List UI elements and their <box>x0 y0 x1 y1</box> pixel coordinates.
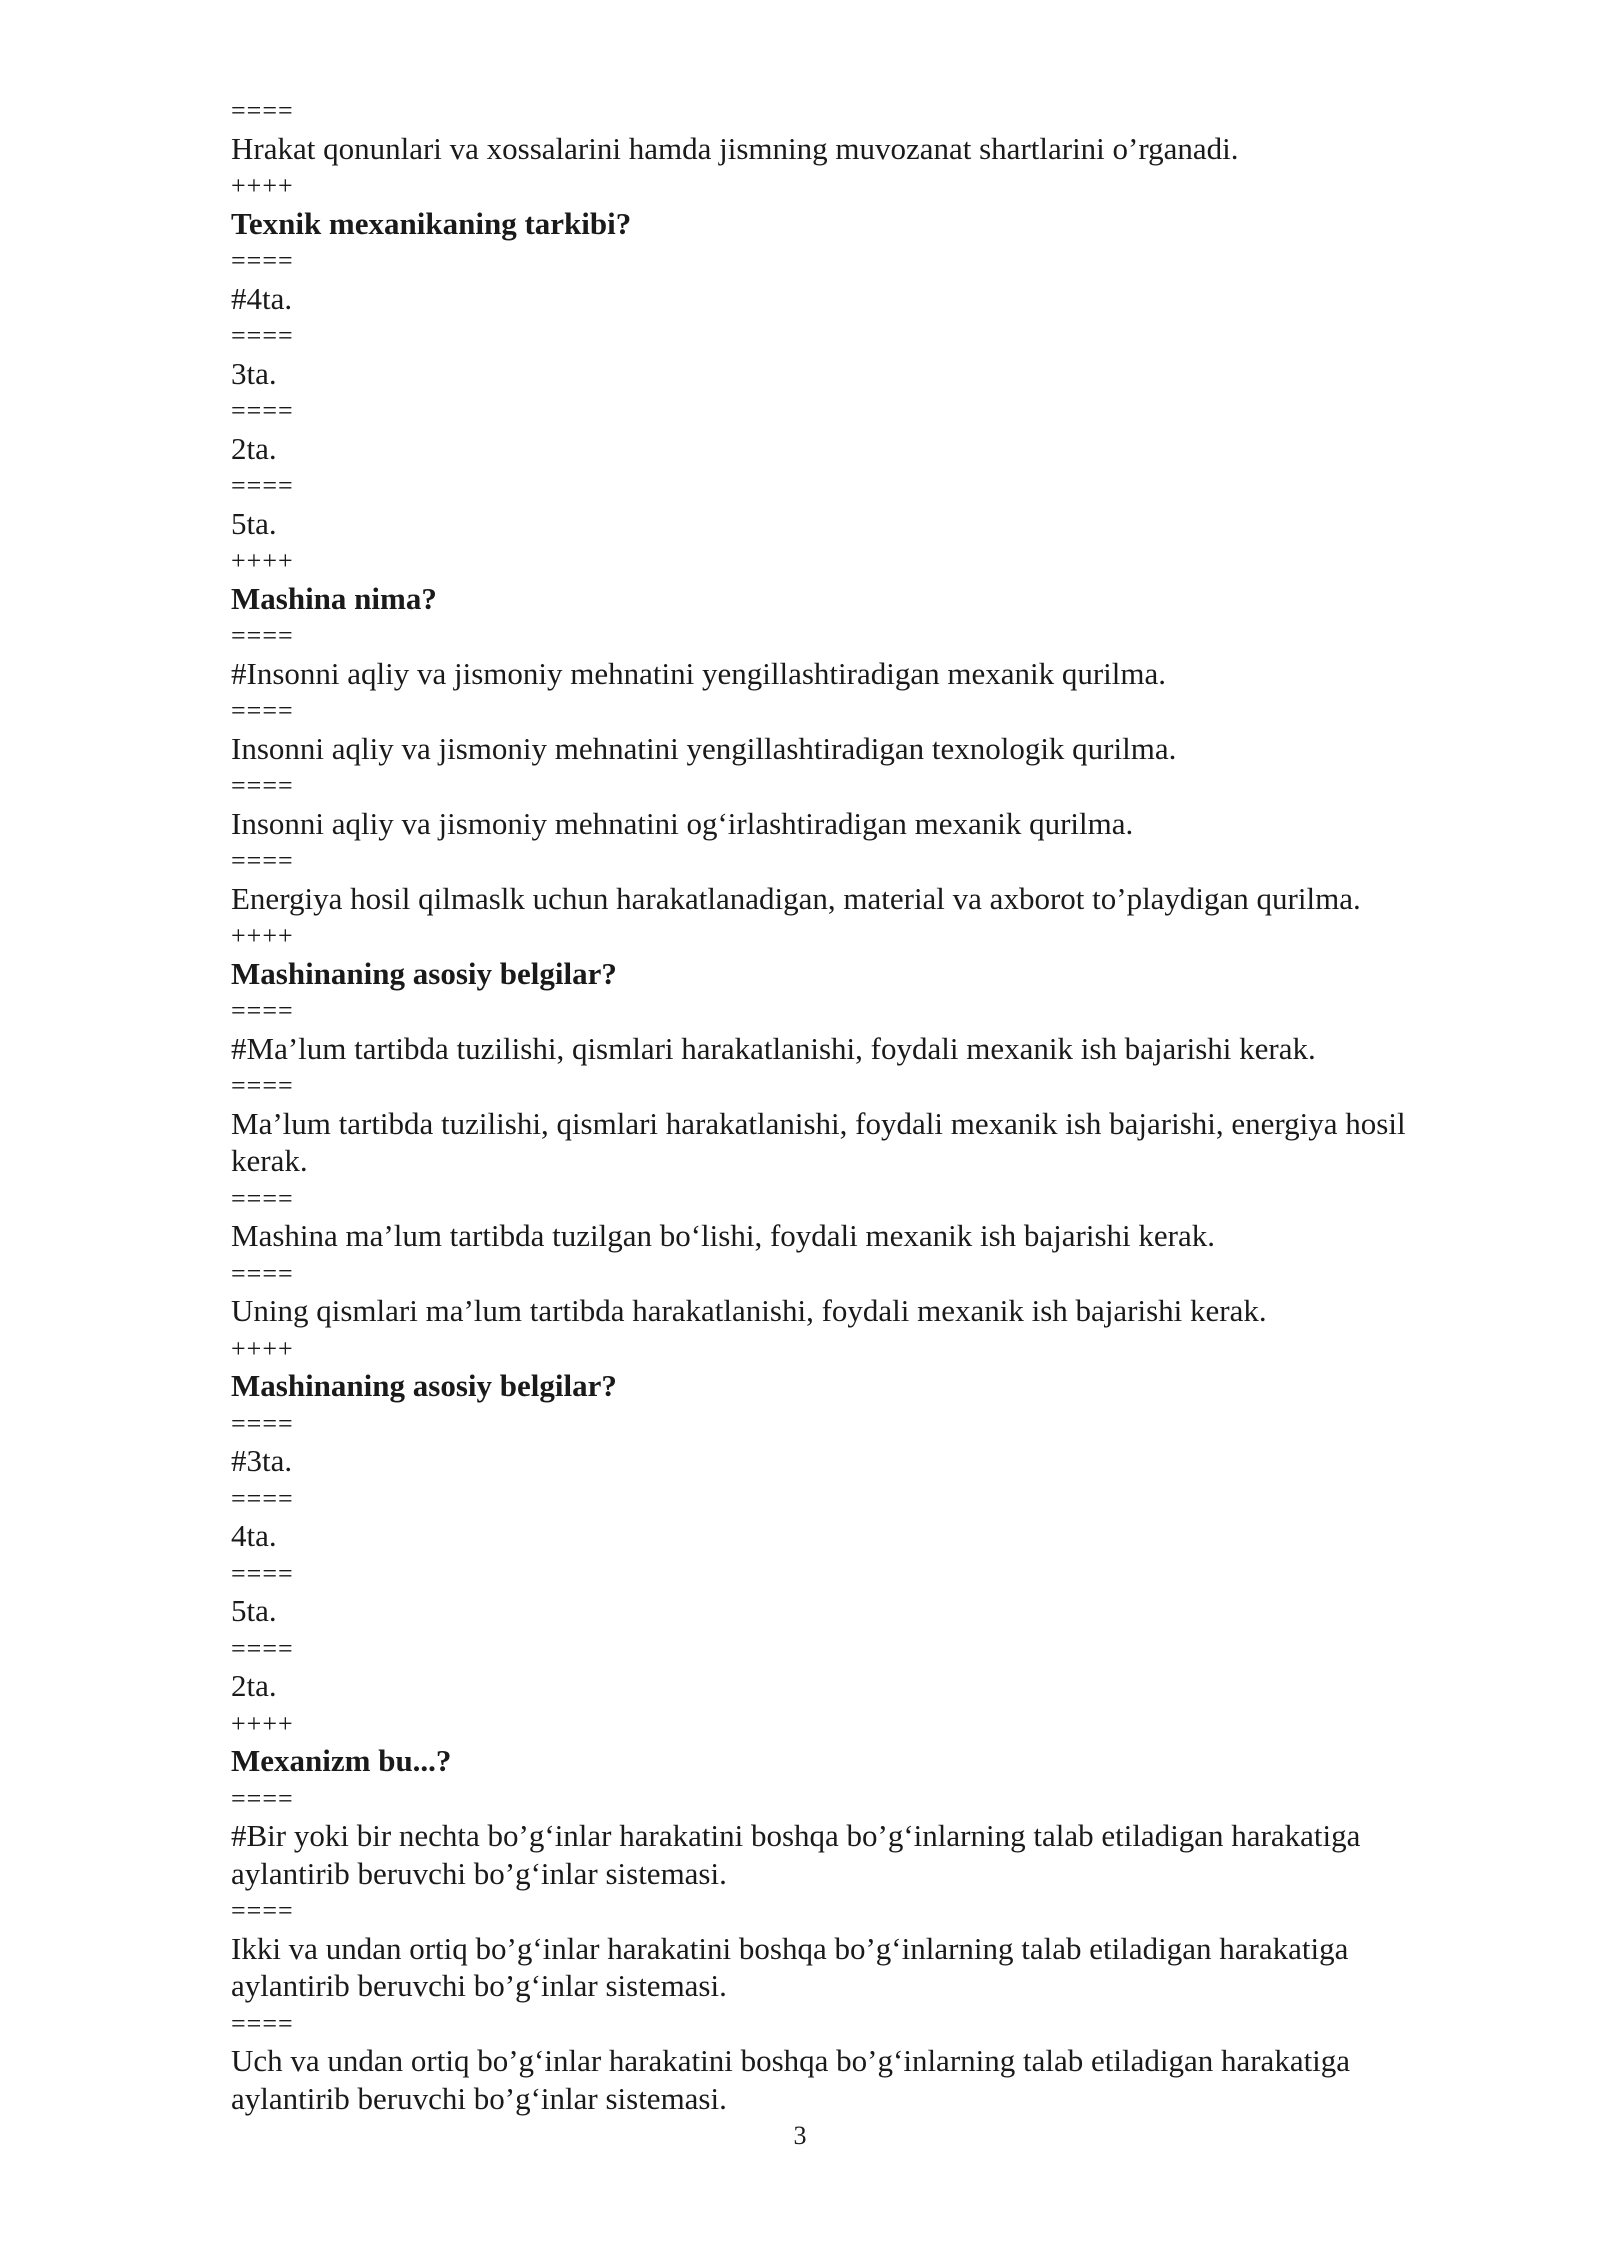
answer-text: aylantirib beruvchi bo’g‘inlar sistemasi. <box>231 2080 727 2116</box>
separator-line: ==== <box>231 1633 294 1663</box>
separator-line: ++++ <box>231 921 294 950</box>
separator-line: ==== <box>231 846 294 875</box>
separator-line: ++++ <box>231 1333 294 1363</box>
answer-text: 5ta. <box>231 505 277 541</box>
separator-line: ==== <box>231 621 294 650</box>
question-text: Mashinaning asosiy belgilar? <box>231 955 617 991</box>
separator-line: ++++ <box>231 171 294 200</box>
separator-line: ==== <box>231 96 294 125</box>
page-number: 3 <box>793 2121 807 2150</box>
separator-line: ==== <box>231 321 294 350</box>
answer-text: Ma’lum tartibda tuzilishi, qismlari harakatlanishi, foydali mexanik ish bajarishi, energiya hosil <box>231 1105 1406 1141</box>
question-text: Mashina nima? <box>231 580 437 616</box>
answer-text: 3ta. <box>231 355 277 391</box>
separator-line: ==== <box>231 1258 294 1288</box>
answer-text: Uning qismlari ma’lum tartibda harakatlanishi, foydali mexanik ish bajarishi kerak. <box>231 1293 1267 1328</box>
separator-line: ==== <box>231 396 294 425</box>
separator-line: ==== <box>231 471 294 500</box>
separator-line: ++++ <box>231 1708 294 1738</box>
document-body <box>231 92 1471 2117</box>
separator-line: ==== <box>231 1783 294 1813</box>
answer-text: kerak. <box>231 1143 308 1178</box>
question-text: Texnik mexanikaning tarkibi? <box>231 205 632 241</box>
separator-line: ==== <box>231 996 294 1025</box>
separator-line: ==== <box>231 2008 294 2038</box>
answer-text: 2ta. <box>231 430 277 466</box>
separator-line: ==== <box>231 246 294 275</box>
separator-line: ==== <box>231 1183 294 1213</box>
answer-text: Hrakat qonunlari va xossalarini hamda jismning muvozanat shartlarini o’rganadi. <box>231 130 1239 166</box>
question-text: Mexanizm bu...? <box>231 1743 452 1778</box>
answer-text: Uch va undan ortiq bo’g‘inlar harakatini boshqa bo’g‘inlarning talab etiladigan harakatiga <box>231 2043 1351 2078</box>
answer-text: Insonni aqliy va jismoniy mehnatini yengillashtiradigan texnologik qurilma. <box>231 730 1177 766</box>
answer-text: #Ma’lum tartibda tuzilishi, qismlari harakatlanishi, foydali mexanik ish bajarishi kerak. <box>231 1030 1316 1066</box>
answer-text: aylantirib beruvchi bo’g‘inlar sistemasi. <box>231 1855 727 1891</box>
answer-text: #3ta. <box>231 1443 293 1478</box>
separator-line: ==== <box>231 1558 294 1588</box>
separator-line: ++++ <box>231 546 294 575</box>
answer-text: 5ta. <box>231 1593 277 1628</box>
question-text: Mashinaning asosiy belgilar? <box>231 1368 617 1403</box>
answer-text: Ikki va undan ortiq bo’g‘inlar harakatini boshqa bo’g‘inlarning talab etiladigan harakatiga <box>231 1930 1349 1966</box>
separator-line: ==== <box>231 1071 294 1100</box>
answer-text: #Insonni aqliy va jismoniy mehnatini yengillashtiradigan mexanik qurilma. <box>231 655 1166 691</box>
separator-line: ==== <box>231 1408 294 1438</box>
answer-text: #Bir yoki bir nechta bo’g‘inlar harakatini boshqa bo’g‘inlarning talab etiladigan harakatiga <box>231 1818 1361 1853</box>
separator-line: ==== <box>231 1896 294 1925</box>
answer-text: #4ta. <box>231 280 293 316</box>
answer-text: Insonni aqliy va jismoniy mehnatini og‘irlashtiradigan mexanik qurilma. <box>231 805 1134 841</box>
answer-text: Mashina ma’lum tartibda tuzilgan bo‘lishi, foydali mexanik ish bajarishi kerak. <box>231 1218 1216 1253</box>
answer-text: 4ta. <box>231 1518 277 1553</box>
separator-line: ==== <box>231 696 294 725</box>
answer-text: aylantirib beruvchi bo’g‘inlar sistemasi. <box>231 1968 727 2003</box>
separator-line: ==== <box>231 1483 294 1513</box>
separator-line: ==== <box>231 771 294 800</box>
answer-text: 2ta. <box>231 1668 277 1703</box>
answer-text: Energiya hosil qilmaslk uchun harakatlanadigan, material va axborot to’playdigan qurilma. <box>231 880 1361 916</box>
